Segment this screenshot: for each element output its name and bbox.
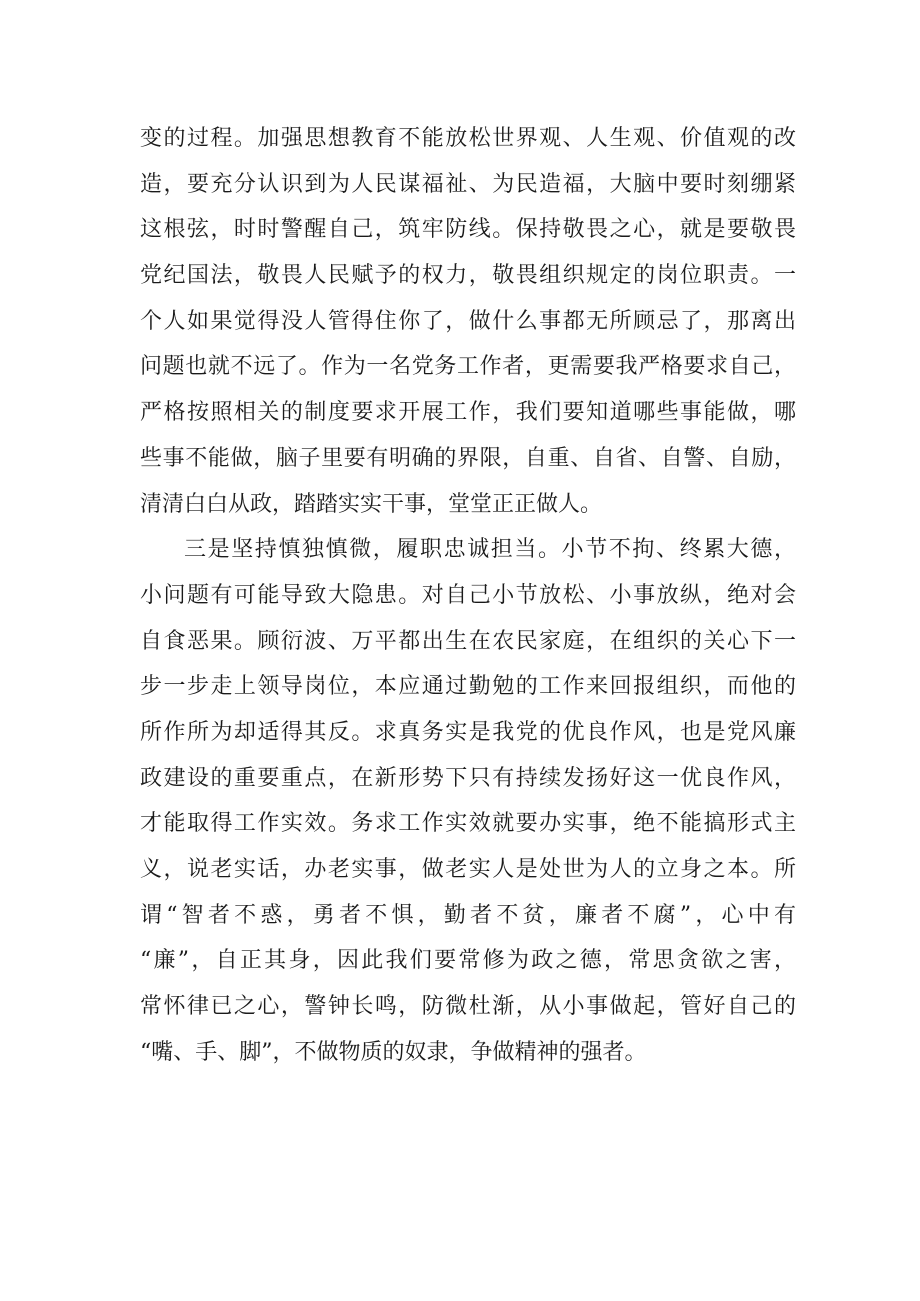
text-line: 自食恶果。顾衍波、万平都出生在农民家庭，在组织的关心下一 [140, 628, 796, 654]
body-text [140, 116, 796, 1075]
text-line: 所作所为却适得其反。求真务实是我党的优良作风，也是党风廉 [140, 719, 796, 745]
text-line: 政建设的重要重点，在新形势下只有持续发扬好这一优良作风， [140, 765, 796, 791]
text-line: 步一步走上领导岗位，本应通过勤勉的工作来回报组织，而他的 [140, 674, 796, 700]
text-line: 清清白白从政，踏踏实实干事，堂堂正正做人。 [140, 491, 603, 517]
paragraph-2 [140, 527, 796, 1075]
text-line: 常怀律已之心，警钟长鸣，防微杜渐，从小事做起，管好自己的 [140, 994, 796, 1020]
text-line: 造，要充分认识到为人民谋福祉、为民造福，大脑中要时刻绷紧 [140, 171, 796, 197]
text-line: 严格按照相关的制度要求开展工作，我们要知道哪些事能做，哪 [140, 400, 796, 426]
text-line: 变的过程。加强思想教育不能放松世界观、人生观、价值观的改 [140, 126, 796, 151]
text-line: 三是坚持慎独慎微，履职忠诚担当。小节不拘、终累大德， [184, 537, 796, 563]
text-line: 才能取得工作实效。务求工作实效就要办实事，绝不能搞形式主 [140, 811, 796, 837]
paragraph-1 [140, 116, 796, 527]
text-line: 党纪国法，敬畏人民赋予的权力，敬畏组织规定的岗位职责。一 [140, 263, 796, 289]
text-line: 义，说老实话，办老实事，做老实人是处世为人的立身之本。所 [140, 857, 796, 882]
text-line: 小问题有可能导致大隐患。对自己小节放松、小事放纵，绝对会 [140, 582, 796, 608]
text-line: 问题也就不远了。作为一名党务工作者，更需要我严格要求自己， [140, 354, 796, 380]
text-line: 个人如果觉得没人管得住你了，做什么事都无所顾忌了，那离出 [140, 308, 796, 334]
text-line: 谓“智者不惑，勇者不惧，勤者不贫，廉者不腐”，心中有 [140, 902, 796, 928]
text-line: 些事不能做，脑子里要有明确的界限，自重、自省、自警、自励， [140, 445, 796, 471]
text-line: “廉”，自正其身，因此我们要常修为政之德，常思贪欲之害， [140, 948, 796, 974]
text-line: “嘴、手、脚”，不做物质的奴隶，争做精神的强者。 [140, 1039, 647, 1065]
text-line: 这根弦，时时警醒自己，筑牢防线。保持敬畏之心，就是要敬畏 [140, 217, 796, 243]
